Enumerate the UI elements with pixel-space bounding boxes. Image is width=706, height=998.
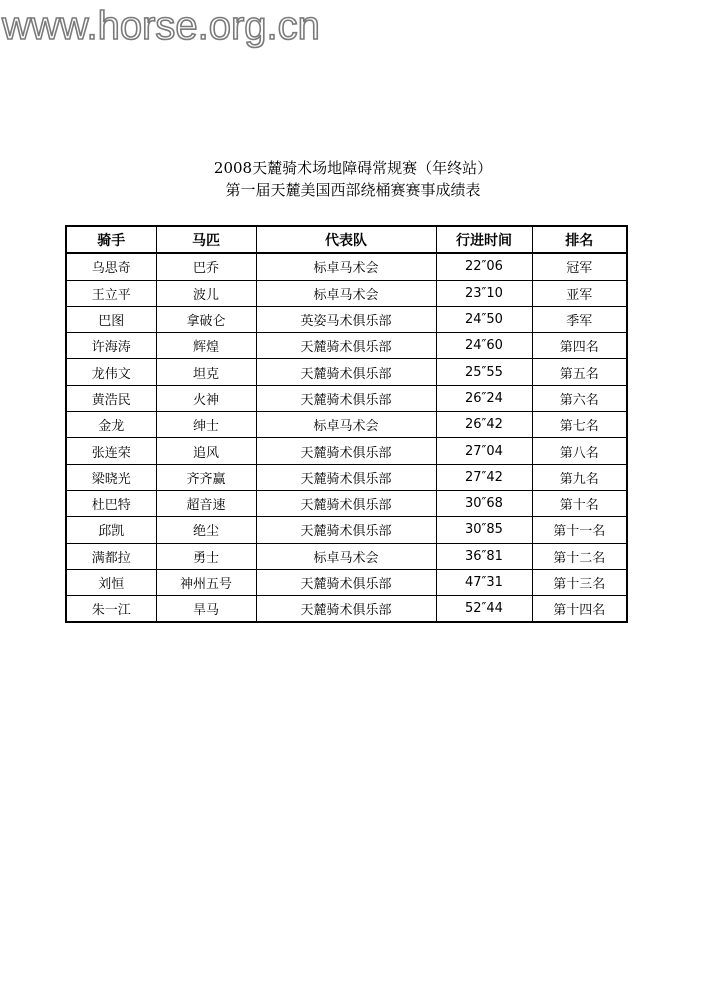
rider-cell: 龙伟文 <box>66 359 156 385</box>
header-rider: 骑手 <box>66 226 156 253</box>
team-cell: 天麓骑术俱乐部 <box>256 385 436 411</box>
horse-cell: 超音速 <box>156 490 256 516</box>
horse-cell: 拿破仑 <box>156 306 256 332</box>
team-cell: 天麓骑术俱乐部 <box>256 569 436 595</box>
rider-cell: 金龙 <box>66 412 156 438</box>
team-cell: 标卓马术会 <box>256 543 436 569</box>
horse-cell: 火神 <box>156 385 256 411</box>
table-row <box>66 412 627 438</box>
rider-cell: 刘恒 <box>66 569 156 595</box>
time-cell: 24″60 <box>436 333 532 359</box>
horse-cell: 绅士 <box>156 412 256 438</box>
results-table <box>65 225 628 623</box>
table-header-row <box>66 226 627 253</box>
document-title: 2008天麓骑术场地障碍常规赛（年终站） <box>213 159 493 177</box>
rank-cell: 第八名 <box>532 438 627 464</box>
rider-cell: 邱凯 <box>66 517 156 543</box>
rider-cell: 许海涛 <box>66 333 156 359</box>
table-row <box>66 306 627 332</box>
rank-cell: 冠军 <box>532 253 627 280</box>
horse-cell: 齐齐赢 <box>156 464 256 490</box>
rider-cell: 王立平 <box>66 280 156 306</box>
rider-cell: 朱一江 <box>66 596 156 623</box>
team-cell: 天麓骑术俱乐部 <box>256 438 436 464</box>
team-cell: 天麓骑术俱乐部 <box>256 596 436 623</box>
time-cell: 47″31 <box>436 569 532 595</box>
rider-cell: 杜巴特 <box>66 490 156 516</box>
team-cell: 天麓骑术俱乐部 <box>256 359 436 385</box>
time-cell: 24″50 <box>436 306 532 332</box>
rider-cell: 巴图 <box>66 306 156 332</box>
header-time: 行进时间 <box>436 226 532 253</box>
horse-cell: 勇士 <box>156 543 256 569</box>
rank-cell: 第五名 <box>532 359 627 385</box>
team-cell: 标卓马术会 <box>256 412 436 438</box>
time-cell: 27″42 <box>436 464 532 490</box>
rank-cell: 亚军 <box>532 280 627 306</box>
time-cell: 22″06 <box>436 253 532 280</box>
horse-cell: 辉煌 <box>156 333 256 359</box>
table-row <box>66 464 627 490</box>
rider-cell: 张连荣 <box>66 438 156 464</box>
rider-cell: 满都拉 <box>66 543 156 569</box>
site-watermark: www.horse.org.cn <box>2 4 320 48</box>
results-body <box>66 253 627 622</box>
time-cell: 27″04 <box>436 438 532 464</box>
rider-cell: 梁晓光 <box>66 464 156 490</box>
rank-cell: 第六名 <box>532 385 627 411</box>
rank-cell: 第四名 <box>532 333 627 359</box>
rank-cell: 第七名 <box>532 412 627 438</box>
team-cell: 标卓马术会 <box>256 253 436 280</box>
rank-cell: 第十名 <box>532 490 627 516</box>
time-cell: 30″85 <box>436 517 532 543</box>
header-horse: 马匹 <box>156 226 256 253</box>
header-rank: 排名 <box>532 226 627 253</box>
horse-cell: 坦克 <box>156 359 256 385</box>
time-cell: 52″44 <box>436 596 532 623</box>
rank-cell: 第十三名 <box>532 569 627 595</box>
time-cell: 36″81 <box>436 543 532 569</box>
rank-cell: 第十一名 <box>532 517 627 543</box>
table-row <box>66 333 627 359</box>
team-cell: 天麓骑术俱乐部 <box>256 517 436 543</box>
header-team: 代表队 <box>256 226 436 253</box>
time-cell: 25″55 <box>436 359 532 385</box>
table-row <box>66 569 627 595</box>
table-row <box>66 253 627 280</box>
table-row <box>66 438 627 464</box>
team-cell: 天麓骑术俱乐部 <box>256 464 436 490</box>
rider-cell: 乌思奇 <box>66 253 156 280</box>
table-row <box>66 359 627 385</box>
rider-cell: 黄浩民 <box>66 385 156 411</box>
team-cell: 英姿马术俱乐部 <box>256 306 436 332</box>
rank-cell: 季军 <box>532 306 627 332</box>
table-row <box>66 517 627 543</box>
horse-cell: 追风 <box>156 438 256 464</box>
team-cell: 天麓骑术俱乐部 <box>256 490 436 516</box>
team-cell: 标卓马术会 <box>256 280 436 306</box>
horse-cell: 旱马 <box>156 596 256 623</box>
rank-cell: 第十四名 <box>532 596 627 623</box>
horse-cell: 神州五号 <box>156 569 256 595</box>
table-row <box>66 543 627 569</box>
table-row <box>66 280 627 306</box>
team-cell: 天麓骑术俱乐部 <box>256 333 436 359</box>
time-cell: 23″10 <box>436 280 532 306</box>
document-subtitle: 第一届天麓美国西部绕桶赛赛事成绩表 <box>225 181 481 199</box>
horse-cell: 巴乔 <box>156 253 256 280</box>
rank-cell: 第九名 <box>532 464 627 490</box>
time-cell: 26″24 <box>436 385 532 411</box>
time-cell: 30″68 <box>436 490 532 516</box>
horse-cell: 波儿 <box>156 280 256 306</box>
time-cell: 26″42 <box>436 412 532 438</box>
table-row <box>66 490 627 516</box>
table-row <box>66 596 627 623</box>
rank-cell: 第十二名 <box>532 543 627 569</box>
horse-cell: 绝尘 <box>156 517 256 543</box>
table-row <box>66 385 627 411</box>
